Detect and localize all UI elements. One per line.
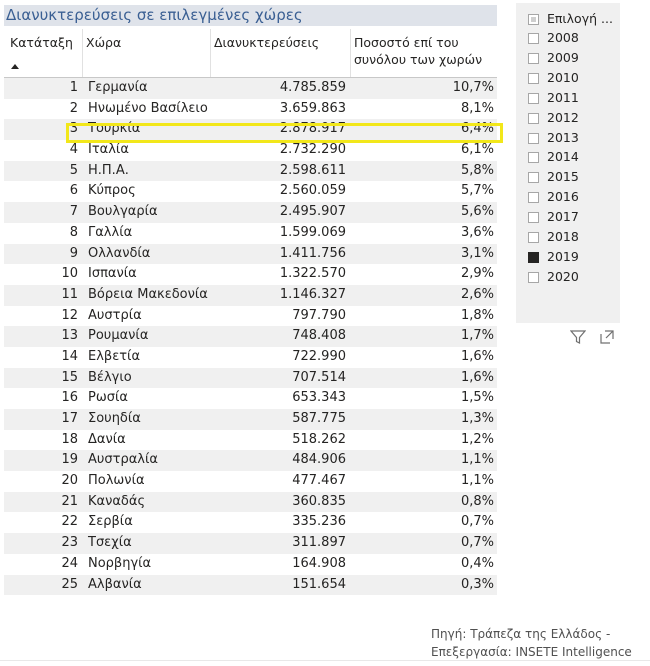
row-country: Ισπανία	[88, 266, 137, 282]
row-share: 1,5%	[460, 390, 494, 406]
row-share: 5,6%	[460, 204, 494, 220]
column-header-rank[interactable]: Κατάταξη	[10, 35, 73, 50]
row-share: 0,4%	[460, 555, 494, 571]
row-overnight-stays: 2.732.290	[279, 142, 346, 158]
row-overnight-stays: 707.514	[292, 369, 346, 385]
row-overnight-stays: 1.146.327	[279, 286, 346, 302]
slicer-item-year[interactable]	[528, 48, 579, 68]
focus-mode-icon[interactable]	[599, 329, 615, 345]
row-country: Κύπρος	[88, 183, 136, 199]
table-row[interactable]	[4, 450, 497, 471]
row-country: Ηνωμένο Βασίλειο	[88, 100, 208, 116]
table-header	[4, 29, 497, 78]
row-rank: 18	[61, 431, 78, 447]
row-overnight-stays: 2.560.059	[279, 183, 346, 199]
slicer-item-year[interactable]	[528, 128, 579, 148]
table-row[interactable]	[4, 430, 497, 451]
slicer-year-label: 2009	[547, 49, 579, 65]
slicer-year-label: 2019	[547, 248, 579, 264]
row-rank: 15	[61, 369, 78, 385]
row-rank: 16	[61, 390, 78, 406]
row-country: Βόρεια Μακεδονία	[88, 286, 208, 302]
table-row[interactable]	[4, 181, 497, 202]
row-country: Νορβηγία	[88, 555, 152, 571]
checkbox-icon[interactable]	[528, 252, 539, 263]
table-row[interactable]	[4, 554, 497, 575]
table-row[interactable]	[4, 368, 497, 389]
slicer-year-label: 2020	[547, 268, 579, 284]
column-header-country[interactable]: Χώρα	[86, 35, 122, 50]
column-header-share[interactable]: Ποσοστό επί του συνόλου των χωρών	[354, 35, 483, 67]
slicer-year-label: 2017	[547, 209, 579, 225]
data-table	[4, 29, 497, 595]
table-row[interactable]	[4, 223, 497, 244]
row-overnight-stays: 4.785.859	[279, 80, 346, 95]
slicer-item-year[interactable]	[528, 167, 579, 187]
row-rank: 7	[69, 204, 78, 220]
row-country: Σουηδία	[88, 411, 141, 426]
row-rank: 5	[69, 162, 78, 178]
row-overnight-stays: 518.262	[292, 431, 346, 447]
row-country: Σερβία	[88, 514, 133, 530]
slicer-item-year[interactable]	[528, 68, 579, 88]
row-share: 1,1%	[460, 473, 494, 489]
slicer-year-label: 2008	[547, 30, 579, 45]
row-share: 0,7%	[460, 514, 494, 530]
table-row[interactable]	[4, 347, 497, 368]
row-rank: 17	[61, 411, 78, 426]
checkbox-icon[interactable]	[528, 73, 539, 84]
row-share: 1,6%	[460, 348, 494, 364]
row-country: Τουρκία	[88, 121, 141, 137]
slicer-year-label: 2018	[547, 229, 579, 244]
table-row[interactable]	[4, 78, 497, 99]
slicer-item-year[interactable]	[528, 187, 579, 207]
row-country: Τσεχία	[88, 535, 132, 551]
slicer-year-label: 2014	[547, 149, 579, 165]
row-country: Καναδάς	[88, 493, 146, 509]
row-share: 6,4%	[460, 121, 494, 137]
year-slicer	[516, 3, 620, 323]
row-rank: 8	[69, 224, 78, 240]
checkbox-icon[interactable]	[528, 53, 539, 64]
slicer-item-year[interactable]	[528, 147, 579, 167]
row-share: 3,1%	[460, 245, 494, 261]
slicer-year-label: 2016	[547, 189, 579, 205]
row-share: 2,9%	[460, 266, 494, 282]
table-row[interactable]	[4, 533, 497, 554]
row-overnight-stays: 1.411.756	[279, 245, 346, 261]
row-rank: 21	[61, 493, 78, 509]
row-rank: 13	[61, 328, 78, 344]
checkbox-icon[interactable]	[528, 14, 539, 25]
row-rank: 19	[61, 452, 78, 468]
divider	[0, 660, 650, 661]
table-row[interactable]	[4, 471, 497, 492]
row-overnight-stays: 484.906	[292, 452, 346, 468]
filter-icon[interactable]	[570, 329, 586, 345]
slicer-select-all[interactable]	[528, 9, 613, 29]
row-share: 0,7%	[460, 535, 494, 551]
row-country: Γερμανία	[88, 80, 148, 95]
slicer-year-label: 2013	[547, 129, 579, 145]
row-rank: 14	[61, 348, 78, 364]
row-share: 0,8%	[460, 493, 494, 509]
slicer-item-year[interactable]	[528, 88, 579, 108]
row-rank: 24	[61, 555, 78, 571]
slicer-year-label: 2015	[547, 169, 579, 185]
row-overnight-stays: 164.908	[292, 555, 346, 571]
row-overnight-stays: 477.467	[292, 473, 346, 489]
row-country: Αυστραλία	[88, 452, 158, 468]
row-overnight-stays: 3.659.863	[279, 100, 346, 116]
checkbox-icon[interactable]	[528, 232, 539, 243]
row-country: Ελβετία	[88, 348, 141, 364]
row-share: 1,8%	[460, 307, 494, 323]
column-header-overnight-stays[interactable]: Διανυκτερεύσεις	[214, 35, 320, 50]
row-rank: 4	[69, 142, 78, 158]
row-share: 1,2%	[460, 431, 494, 447]
checkbox-icon[interactable]	[528, 212, 539, 223]
source-note: Πηγή: Τράπεζα της Ελλάδος - Επεξεργασία: INSETE Intelligence	[431, 627, 632, 659]
checkbox-icon[interactable]	[528, 113, 539, 124]
slicer-item-year[interactable]	[528, 207, 579, 227]
row-country: Ρουμανία	[88, 328, 149, 344]
table-row[interactable]	[4, 264, 497, 285]
row-overnight-stays: 2.878.917	[279, 121, 346, 137]
row-share: 5,7%	[460, 183, 494, 199]
row-overnight-stays: 1.599.069	[279, 224, 346, 240]
sort-ascending-icon[interactable]	[11, 64, 19, 69]
table-row[interactable]	[4, 409, 497, 430]
slicer-select-all-label: Επιλογή ...	[547, 11, 613, 26]
row-country: Δανία	[88, 431, 126, 447]
slicer-item-year[interactable]	[528, 108, 579, 128]
row-rank: 22	[61, 514, 78, 530]
row-overnight-stays: 360.835	[292, 493, 346, 509]
slicer-year-label: 2012	[547, 109, 579, 125]
row-country: Αλβανία	[88, 576, 142, 592]
slicer-item-year[interactable]	[528, 247, 579, 267]
row-country: Βουλγαρία	[88, 204, 158, 220]
slicer-item-year[interactable]	[528, 267, 579, 287]
row-rank: 25	[61, 576, 78, 592]
slicer-item-year[interactable]	[528, 227, 579, 247]
row-rank: 12	[61, 307, 78, 323]
row-country: Ιταλία	[88, 142, 129, 158]
row-rank: 23	[61, 535, 78, 551]
row-overnight-stays: 797.790	[292, 307, 346, 323]
table-row[interactable]	[4, 512, 497, 533]
slicer-year-label: 2011	[547, 89, 579, 105]
checkbox-icon[interactable]	[528, 192, 539, 203]
row-share: 0,3%	[460, 576, 494, 592]
row-rank: 3	[69, 121, 78, 137]
slicer-year-label: 2010	[547, 69, 579, 85]
row-overnight-stays: 2.495.907	[279, 204, 346, 220]
row-overnight-stays: 2.598.611	[279, 162, 346, 178]
row-overnight-stays: 335.236	[292, 514, 346, 530]
row-country: Πολωνία	[88, 473, 145, 489]
row-rank: 1	[69, 80, 78, 95]
row-overnight-stays: 311.897	[292, 535, 346, 551]
row-rank: 20	[61, 473, 78, 489]
checkbox-icon[interactable]	[528, 152, 539, 163]
checkbox-icon[interactable]	[528, 133, 539, 144]
row-country: Η.Π.Α.	[88, 162, 129, 178]
row-country: Αυστρία	[88, 307, 142, 323]
table-row[interactable]	[4, 202, 497, 223]
checkbox-icon[interactable]	[528, 33, 539, 44]
row-overnight-stays: 587.775	[292, 411, 346, 426]
row-share: 6,1%	[460, 142, 494, 158]
checkbox-icon[interactable]	[528, 93, 539, 104]
row-country: Βέλγιο	[88, 369, 132, 385]
table-body	[4, 78, 497, 595]
row-overnight-stays: 748.408	[292, 328, 346, 344]
table-row[interactable]	[4, 244, 497, 265]
row-country: Γαλλία	[88, 224, 133, 240]
row-overnight-stays: 151.654	[292, 576, 346, 592]
checkbox-icon[interactable]	[528, 172, 539, 183]
row-share: 3,6%	[460, 224, 494, 240]
table-row[interactable]	[4, 306, 497, 327]
checkbox-icon[interactable]	[528, 272, 539, 283]
table-row[interactable]	[4, 575, 497, 596]
table-row[interactable]	[4, 161, 497, 182]
row-country: Ρωσία	[88, 390, 128, 406]
row-share: 8,1%	[460, 100, 494, 116]
row-overnight-stays: 722.990	[292, 348, 346, 364]
row-share: 1,7%	[460, 328, 494, 344]
row-country: Ολλανδία	[88, 245, 151, 261]
table-row[interactable]	[4, 119, 497, 140]
row-overnight-stays: 653.343	[292, 390, 346, 406]
row-rank: 2	[69, 100, 78, 116]
row-share: 1,3%	[460, 411, 494, 426]
row-share: 1,6%	[460, 369, 494, 385]
row-rank: 10	[61, 266, 78, 282]
row-rank: 11	[61, 286, 78, 302]
row-overnight-stays: 1.322.570	[279, 266, 346, 282]
row-share: 10,7%	[452, 80, 494, 95]
table-row[interactable]	[4, 388, 497, 409]
table-row[interactable]	[4, 492, 497, 513]
table-row[interactable]	[4, 326, 497, 347]
table-title: Διανυκτερεύσεις σε επιλεγμένες χώρες	[4, 5, 497, 26]
table-row[interactable]	[4, 285, 497, 306]
table-row[interactable]	[4, 140, 497, 161]
row-rank: 9	[69, 245, 78, 261]
row-share: 1,1%	[460, 452, 494, 468]
slicer-item-year[interactable]	[528, 28, 579, 48]
row-rank: 6	[69, 183, 78, 199]
row-share: 5,8%	[460, 162, 494, 178]
table-row[interactable]	[4, 99, 497, 120]
row-share: 2,6%	[460, 286, 494, 302]
